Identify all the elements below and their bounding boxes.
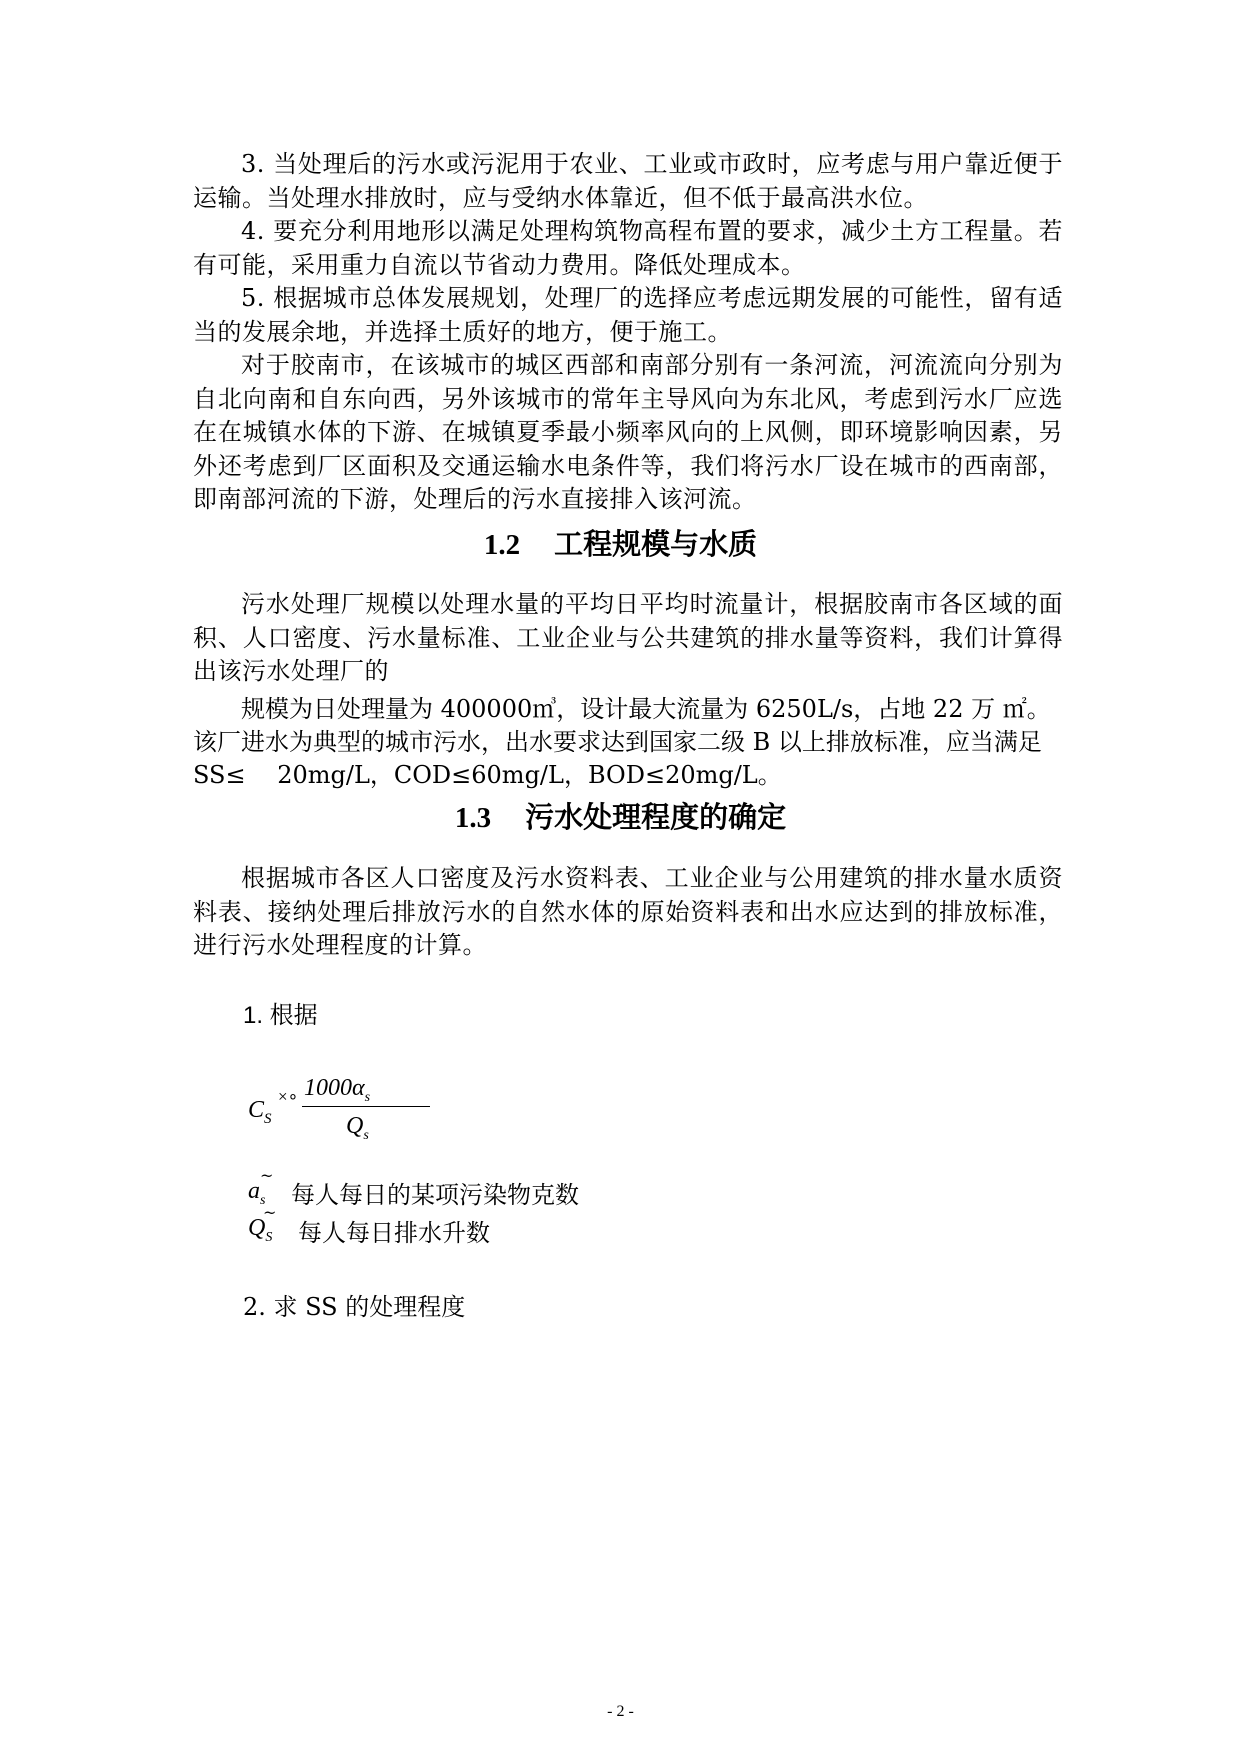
section-title: 工程规模与水质 xyxy=(554,527,758,561)
fraction-bar xyxy=(302,1106,430,1107)
concentration-formula xyxy=(248,1075,448,1150)
formula-lhs: $C_S$ xyxy=(248,1097,272,1127)
section-number: 1.3 xyxy=(454,802,492,834)
formula-operator: ×∘ xyxy=(278,1087,299,1106)
tilde-mark: ~ xyxy=(260,1166,274,1185)
step-2-label: 2. 求 SS 的处理程度 xyxy=(243,1293,466,1321)
formula-numerator: $1000\alpha_s$ xyxy=(304,1075,371,1105)
paragraph-site-3: 3. 当处理后的污水或污泥用于农业、工业或市政时，应考虑与用户靠近便于运输。当处理水排放时，应与受纳水体靠近，但不低于最高洪水位。 xyxy=(193,150,1063,212)
definition-q-s: 每人每日排水升数 xyxy=(298,1219,490,1247)
section-heading-1-3 xyxy=(0,795,1241,836)
variable-q-s: $Q_S$ xyxy=(248,1215,273,1245)
formula-denominator: $Q_s$ xyxy=(346,1113,369,1143)
paragraph-site-5: 5. 根据城市总体发展规划，处理厂的选择应考虑远期发展的可能性，留有适当的发展余地，并选择土质好的地方，便于施工。 xyxy=(193,284,1063,346)
variable-a-s: $a_s$ xyxy=(248,1178,266,1208)
water-quality-line: 该厂进水为典型的城市污水，出水要求达到国家二级 B 以上排放标准，应当满足 xyxy=(193,728,1042,756)
paragraph-site-choice: 对于胶南市，在该城市的城区西部和南部分别有一条河流，河流流向分别为自北向南和自东向西，另外该城市的常年主导风向为东北风，考虑到污水厂应选在在城镇水体的下游、在城镇夏季最小频率风向的上风侧，即环境影响因素，另外还考虑到厂区面积及交通运输水电条件等，我们将污水厂设在城市的西南部，即南部河流的下游，处理后的污水直接排入该河流。 xyxy=(193,351,1063,513)
paragraph-degree-intro: 根据城市各区人口密度及污水资料表、工业企业与公用建筑的排水量水质资料表、接纳处理后排放污水的自然水体的原始资料表和出水应达到的排放标准，进行污水处理程度的计算。 xyxy=(193,864,1063,959)
section-number: 1.2 xyxy=(483,529,521,561)
step-1-label: 1. 根据 xyxy=(243,1002,318,1029)
section-title: 污水处理程度的确定 xyxy=(525,800,787,834)
tilde-mark: ~ xyxy=(263,1203,277,1222)
definition-a-s: 每人每日的某项污染物克数 xyxy=(291,1181,579,1209)
section-heading-1-2 xyxy=(0,522,1241,563)
scale-line: 规模为日处理量为 400000㎥，设计最大流量为 6250L/s，占地 22 万 ㎡。 xyxy=(241,695,1051,723)
standards-line: SS≤ 20mg/L，COD≤60mg/L，BOD≤20mg/L。 xyxy=(193,761,782,789)
paragraph-site-4: 4. 要充分利用地形以满足处理构筑物高程布置的要求，减少土方工程量。若有可能，采用重力自流以节省动力费用。降低处理成本。 xyxy=(193,217,1063,279)
paragraph-scale-intro: 污水处理厂规模以处理水量的平均日平均时流量计，根据胶南市各区域的面积、人口密度、污水量标准、工业企业与公共建筑的排水量等资料，我们计算得出该污水处理厂的 xyxy=(193,590,1063,685)
page-number: - 2 - xyxy=(607,1703,634,1720)
